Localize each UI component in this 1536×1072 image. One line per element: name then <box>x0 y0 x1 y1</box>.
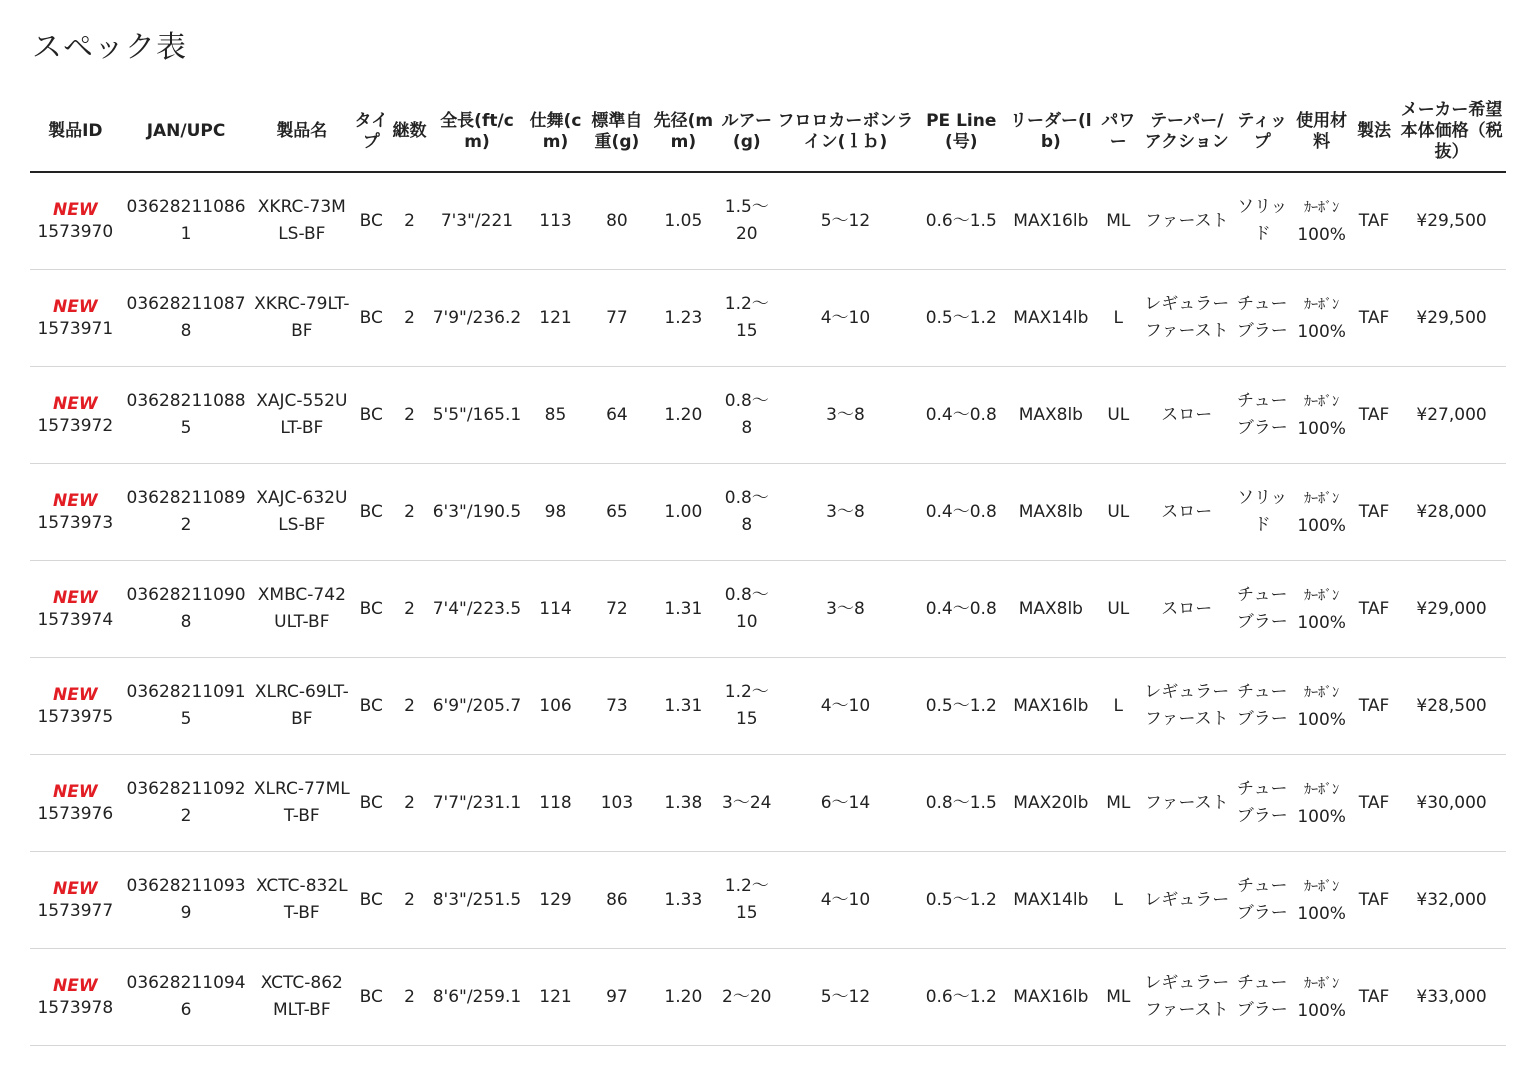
cell-leader: MAX16lb <box>1007 949 1096 1046</box>
cell-pe-line: 0.4〜0.8 <box>916 367 1007 464</box>
product-id: 1573976 <box>37 804 114 824</box>
cell-tip: チューブラー <box>1232 270 1292 367</box>
cell-product-id <box>30 755 121 852</box>
col-price-header: メーカー希望 本体価格（税抜） <box>1397 96 1506 172</box>
col-taper-action-header: テーパー/アクション <box>1141 96 1232 172</box>
cell-product-name: XCTC-862MLT-BF <box>251 949 352 1046</box>
cell-type: BC <box>352 949 390 1046</box>
cell-lure: 2〜20 <box>719 949 775 1046</box>
cell-jan-upc: 036282110915 <box>121 658 252 755</box>
cell-closed-length: 98 <box>525 464 585 561</box>
cell-jan-upc: 036282110922 <box>121 755 252 852</box>
cell-pe-line: 0.5〜1.2 <box>916 658 1007 755</box>
cell-material <box>1292 172 1350 270</box>
col-power-header: パワー <box>1095 96 1141 172</box>
cell-taper-action: レギュラーファースト <box>1141 270 1232 367</box>
col-type-header: タイプ <box>352 96 390 172</box>
table-row <box>30 949 1506 1046</box>
col-tip-diameter-header: 先径(mm) <box>648 96 718 172</box>
cell-closed-length: 121 <box>525 949 585 1046</box>
cell-weight: 86 <box>586 852 648 949</box>
cell-length: 6'3"/190.5 <box>429 464 526 561</box>
cell-price: ¥30,000 <box>1397 755 1506 852</box>
cell-pe-line: 0.6〜1.5 <box>916 172 1007 270</box>
cell-method: TAF <box>1351 367 1397 464</box>
cell-taper-action: スロー <box>1141 367 1232 464</box>
cell-taper-action: スロー <box>1141 561 1232 658</box>
cell-power: L <box>1095 270 1141 367</box>
cell-tip-diameter: 1.33 <box>648 852 718 949</box>
product-id: 1573972 <box>37 416 114 436</box>
cell-tip: チューブラー <box>1232 658 1292 755</box>
spec-table <box>30 96 1506 1046</box>
cell-product-id <box>30 561 121 658</box>
col-jan-upc-header: JAN/UPC <box>121 96 252 172</box>
cell-weight: 65 <box>586 464 648 561</box>
col-pe-line-header: PE Line(号) <box>916 96 1007 172</box>
cell-pe-line: 0.4〜0.8 <box>916 464 1007 561</box>
cell-weight: 77 <box>586 270 648 367</box>
cell-power: L <box>1095 658 1141 755</box>
cell-tip-diameter: 1.23 <box>648 270 718 367</box>
cell-material <box>1292 949 1350 1046</box>
cell-method: TAF <box>1351 464 1397 561</box>
new-badge: NEW <box>53 394 98 414</box>
cell-jan-upc: 036282110861 <box>121 172 252 270</box>
col-fluoro-line-header: フロロカーボンライン(ｌｂ) <box>775 96 916 172</box>
cell-lure: 1.2〜15 <box>719 852 775 949</box>
cell-jan-upc: 036282110892 <box>121 464 252 561</box>
col-material-header: 使用材料 <box>1292 96 1350 172</box>
cell-product-name: XLRC-69LT-BF <box>251 658 352 755</box>
material-percent: 100% <box>1297 418 1346 439</box>
cell-length: 7'3"/221 <box>429 172 526 270</box>
cell-type: BC <box>352 755 390 852</box>
cell-sections: 2 <box>390 949 428 1046</box>
cell-product-name: XAJC-632ULS-BF <box>251 464 352 561</box>
cell-method: TAF <box>1351 270 1397 367</box>
cell-taper-action: レギュラー <box>1141 852 1232 949</box>
cell-product-name: XAJC-552ULT-BF <box>251 367 352 464</box>
cell-price: ¥29,500 <box>1397 172 1506 270</box>
cell-taper-action: ファースト <box>1141 755 1232 852</box>
cell-jan-upc: 036282110885 <box>121 367 252 464</box>
cell-leader: MAX20lb <box>1007 755 1096 852</box>
cell-pe-line: 0.5〜1.2 <box>916 270 1007 367</box>
product-id: 1573978 <box>37 998 114 1018</box>
col-length-header: 全長(ft/cm) <box>429 96 526 172</box>
cell-fluoro-line: 3〜8 <box>775 561 916 658</box>
cell-pe-line: 0.6〜1.2 <box>916 949 1007 1046</box>
cell-material <box>1292 464 1350 561</box>
new-badge: NEW <box>53 200 98 220</box>
cell-taper-action: スロー <box>1141 464 1232 561</box>
material-name: ｶｰﾎﾞﾝ <box>1304 296 1340 313</box>
cell-price: ¥29,000 <box>1397 561 1506 658</box>
cell-length: 7'7"/231.1 <box>429 755 526 852</box>
cell-material <box>1292 561 1350 658</box>
cell-tip-diameter: 1.00 <box>648 464 718 561</box>
cell-leader: MAX8lb <box>1007 367 1096 464</box>
cell-closed-length: 85 <box>525 367 585 464</box>
material-name: ｶｰﾎﾞﾝ <box>1304 781 1340 798</box>
cell-product-id <box>30 658 121 755</box>
material-percent: 100% <box>1297 709 1346 730</box>
new-badge: NEW <box>53 588 98 608</box>
cell-material <box>1292 270 1350 367</box>
col-sections-header: 継数 <box>390 96 428 172</box>
table-row <box>30 852 1506 949</box>
material-name: ｶｰﾎﾞﾝ <box>1304 975 1340 992</box>
cell-type: BC <box>352 852 390 949</box>
cell-sections: 2 <box>390 852 428 949</box>
cell-length: 8'3"/251.5 <box>429 852 526 949</box>
cell-lure: 3〜24 <box>719 755 775 852</box>
cell-product-id <box>30 464 121 561</box>
cell-product-name: XKRC-79LT-BF <box>251 270 352 367</box>
cell-sections: 2 <box>390 561 428 658</box>
cell-leader: MAX16lb <box>1007 172 1096 270</box>
cell-fluoro-line: 3〜8 <box>775 464 916 561</box>
cell-weight: 72 <box>586 561 648 658</box>
cell-method: TAF <box>1351 172 1397 270</box>
cell-tip: ソリッド <box>1232 172 1292 270</box>
cell-leader: MAX8lb <box>1007 561 1096 658</box>
cell-fluoro-line: 6〜14 <box>775 755 916 852</box>
cell-type: BC <box>352 464 390 561</box>
new-badge: NEW <box>53 297 98 317</box>
cell-jan-upc: 036282110908 <box>121 561 252 658</box>
material-percent: 100% <box>1297 612 1346 633</box>
spec-table-body <box>30 172 1506 1046</box>
col-leader-header: リーダー(lb) <box>1007 96 1096 172</box>
cell-lure: 1.2〜15 <box>719 270 775 367</box>
cell-material <box>1292 852 1350 949</box>
material-name: ｶｰﾎﾞﾝ <box>1304 490 1340 507</box>
cell-tip: チューブラー <box>1232 561 1292 658</box>
cell-tip-diameter: 1.20 <box>648 367 718 464</box>
material-percent: 100% <box>1297 1000 1346 1021</box>
cell-method: TAF <box>1351 949 1397 1046</box>
cell-fluoro-line: 4〜10 <box>775 270 916 367</box>
cell-leader: MAX16lb <box>1007 658 1096 755</box>
cell-sections: 2 <box>390 367 428 464</box>
material-percent: 100% <box>1297 321 1346 342</box>
cell-method: TAF <box>1351 561 1397 658</box>
cell-price: ¥32,000 <box>1397 852 1506 949</box>
cell-power: UL <box>1095 464 1141 561</box>
product-id: 1573973 <box>37 513 114 533</box>
cell-weight: 97 <box>586 949 648 1046</box>
cell-tip-diameter: 1.05 <box>648 172 718 270</box>
cell-fluoro-line: 4〜10 <box>775 658 916 755</box>
product-id: 1573977 <box>37 901 114 921</box>
cell-method: TAF <box>1351 852 1397 949</box>
cell-power: ML <box>1095 755 1141 852</box>
cell-product-id <box>30 270 121 367</box>
table-row <box>30 172 1506 270</box>
material-percent: 100% <box>1297 903 1346 924</box>
cell-weight: 73 <box>586 658 648 755</box>
cell-tip: チューブラー <box>1232 949 1292 1046</box>
cell-taper-action: ファースト <box>1141 172 1232 270</box>
cell-weight: 103 <box>586 755 648 852</box>
cell-material <box>1292 658 1350 755</box>
table-row <box>30 367 1506 464</box>
cell-lure: 1.2〜15 <box>719 658 775 755</box>
material-name: ｶｰﾎﾞﾝ <box>1304 587 1340 604</box>
cell-product-id <box>30 367 121 464</box>
cell-product-name: XLRC-77MLT-BF <box>251 755 352 852</box>
cell-product-name: XKRC-73MLS-BF <box>251 172 352 270</box>
cell-tip: ソリッド <box>1232 464 1292 561</box>
cell-closed-length: 106 <box>525 658 585 755</box>
new-badge: NEW <box>53 879 98 899</box>
material-percent: 100% <box>1297 224 1346 245</box>
cell-weight: 64 <box>586 367 648 464</box>
cell-jan-upc: 036282110946 <box>121 949 252 1046</box>
cell-taper-action: レギュラーファースト <box>1141 658 1232 755</box>
cell-tip-diameter: 1.31 <box>648 658 718 755</box>
material-percent: 100% <box>1297 515 1346 536</box>
cell-fluoro-line: 5〜12 <box>775 172 916 270</box>
cell-price: ¥27,000 <box>1397 367 1506 464</box>
cell-tip-diameter: 1.20 <box>648 949 718 1046</box>
cell-leader: MAX14lb <box>1007 270 1096 367</box>
cell-closed-length: 113 <box>525 172 585 270</box>
table-row <box>30 464 1506 561</box>
cell-taper-action: レギュラーファースト <box>1141 949 1232 1046</box>
cell-tip: チューブラー <box>1232 852 1292 949</box>
table-row <box>30 755 1506 852</box>
cell-closed-length: 118 <box>525 755 585 852</box>
cell-weight: 80 <box>586 172 648 270</box>
material-name: ｶｰﾎﾞﾝ <box>1304 393 1340 410</box>
cell-length: 7'4"/223.5 <box>429 561 526 658</box>
cell-tip: チューブラー <box>1232 367 1292 464</box>
cell-sections: 2 <box>390 755 428 852</box>
col-weight-header: 標準自重(g) <box>586 96 648 172</box>
cell-power: L <box>1095 852 1141 949</box>
cell-power: UL <box>1095 561 1141 658</box>
new-badge: NEW <box>53 782 98 802</box>
col-lure-header: ルアー(g) <box>719 96 775 172</box>
cell-type: BC <box>352 658 390 755</box>
cell-lure: 0.8〜8 <box>719 367 775 464</box>
cell-sections: 2 <box>390 464 428 561</box>
cell-fluoro-line: 3〜8 <box>775 367 916 464</box>
new-badge: NEW <box>53 491 98 511</box>
cell-type: BC <box>352 172 390 270</box>
material-name: ｶｰﾎﾞﾝ <box>1304 878 1340 895</box>
cell-product-id <box>30 172 121 270</box>
cell-method: TAF <box>1351 658 1397 755</box>
product-id: 1573970 <box>37 222 114 242</box>
cell-product-name: XMBC-742ULT-BF <box>251 561 352 658</box>
cell-jan-upc: 036282110939 <box>121 852 252 949</box>
cell-closed-length: 129 <box>525 852 585 949</box>
col-tip-header: ティップ <box>1232 96 1292 172</box>
cell-jan-upc: 036282110878 <box>121 270 252 367</box>
cell-price: ¥28,500 <box>1397 658 1506 755</box>
table-row <box>30 270 1506 367</box>
cell-fluoro-line: 4〜10 <box>775 852 916 949</box>
cell-sections: 2 <box>390 172 428 270</box>
cell-leader: MAX8lb <box>1007 464 1096 561</box>
cell-closed-length: 121 <box>525 270 585 367</box>
cell-pe-line: 0.8〜1.5 <box>916 755 1007 852</box>
cell-power: UL <box>1095 367 1141 464</box>
material-name: ｶｰﾎﾞﾝ <box>1304 684 1340 701</box>
material-percent: 100% <box>1297 806 1346 827</box>
cell-length: 6'9"/205.7 <box>429 658 526 755</box>
new-badge: NEW <box>53 976 98 996</box>
cell-type: BC <box>352 367 390 464</box>
cell-price: ¥28,000 <box>1397 464 1506 561</box>
spec-table-header <box>30 96 1506 172</box>
cell-material <box>1292 367 1350 464</box>
cell-lure: 0.8〜10 <box>719 561 775 658</box>
cell-sections: 2 <box>390 658 428 755</box>
cell-power: ML <box>1095 172 1141 270</box>
cell-product-id <box>30 949 121 1046</box>
new-badge: NEW <box>53 685 98 705</box>
col-method-header: 製法 <box>1351 96 1397 172</box>
cell-type: BC <box>352 561 390 658</box>
cell-material <box>1292 755 1350 852</box>
cell-length: 8'6"/259.1 <box>429 949 526 1046</box>
cell-fluoro-line: 5〜12 <box>775 949 916 1046</box>
cell-tip-diameter: 1.38 <box>648 755 718 852</box>
header-row <box>30 96 1506 172</box>
product-id: 1573975 <box>37 707 114 727</box>
product-id: 1573971 <box>37 319 114 339</box>
cell-leader: MAX14lb <box>1007 852 1096 949</box>
cell-lure: 0.8〜8 <box>719 464 775 561</box>
cell-tip-diameter: 1.31 <box>648 561 718 658</box>
cell-product-id <box>30 852 121 949</box>
material-name: ｶｰﾎﾞﾝ <box>1304 199 1340 216</box>
col-product-id-header: 製品ID <box>30 96 121 172</box>
col-closed-length-header: 仕舞(cm) <box>525 96 585 172</box>
cell-price: ¥29,500 <box>1397 270 1506 367</box>
cell-product-name: XCTC-832LT-BF <box>251 852 352 949</box>
cell-pe-line: 0.5〜1.2 <box>916 852 1007 949</box>
cell-price: ¥33,000 <box>1397 949 1506 1046</box>
cell-closed-length: 114 <box>525 561 585 658</box>
page-title: スペック表 <box>32 30 187 65</box>
cell-length: 7'9"/236.2 <box>429 270 526 367</box>
cell-method: TAF <box>1351 755 1397 852</box>
cell-lure: 1.5〜20 <box>719 172 775 270</box>
cell-power: ML <box>1095 949 1141 1046</box>
table-row <box>30 561 1506 658</box>
col-product-name-header: 製品名 <box>251 96 352 172</box>
cell-length: 5'5"/165.1 <box>429 367 526 464</box>
cell-type: BC <box>352 270 390 367</box>
table-row <box>30 658 1506 755</box>
cell-sections: 2 <box>390 270 428 367</box>
product-id: 1573974 <box>37 610 114 630</box>
cell-tip: チューブラー <box>1232 755 1292 852</box>
cell-pe-line: 0.4〜0.8 <box>916 561 1007 658</box>
